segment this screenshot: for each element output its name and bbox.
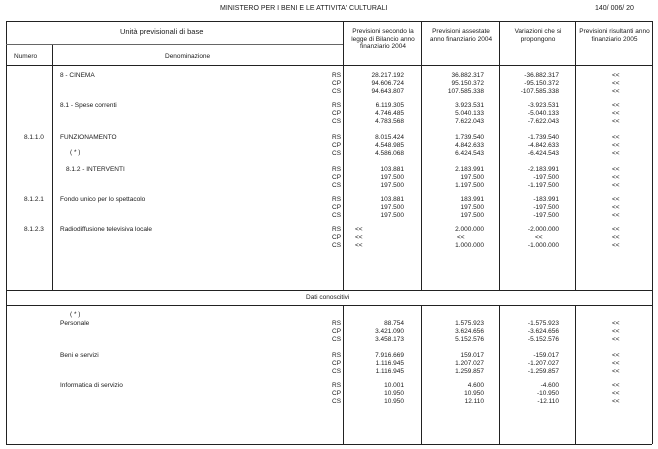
cell-value: 197.500 [460,174,484,181]
row-type: CP [332,204,342,211]
cell-value: -12.110 [537,398,559,405]
cell-value: -159.017 [533,352,559,359]
header-col-bilancio: Previsioni secondo la legge di Bilancio anno finanziario 2004 [351,28,415,50]
cell-value: 36.882.317 [451,72,484,79]
cell-value: << [612,212,620,219]
row-type: CS [332,212,342,219]
cell-value: << [457,234,465,241]
cell-value: << [612,204,620,211]
row-type: CP [332,142,342,149]
cell-value: << [355,242,363,249]
cell-value: 2.183.991 [455,166,484,173]
cell-value: 197.500 [380,204,404,211]
cell-value: 4.842.633 [455,142,484,149]
cell-value: << [535,234,543,241]
header-col-assestate: Previsioni assestate anno finanziario 2004 [429,28,493,43]
row-label: 8.1.2 - INTERVENTI [66,166,125,173]
cell-value: << [612,118,620,125]
cell-value: 10.001 [384,382,404,389]
cell-value: 4.600 [467,382,484,389]
cell-value: << [612,398,620,405]
cell-value: 12.110 [464,398,484,405]
cell-value: -1.259.857 [527,368,559,375]
cell-value: -197.500 [533,212,559,219]
row-type: RS [332,134,342,141]
cell-value: 4.746.485 [375,110,404,117]
cell-value: 1.116.945 [375,368,404,375]
dati-conoscitivi-label: Dati conoscitivi [306,294,350,301]
cell-value: -3.624.656 [527,328,559,335]
cell-value: << [612,320,620,327]
row-type: CP [332,360,342,367]
cell-value: -183.991 [533,196,559,203]
cell-value: << [612,360,620,367]
cell-value: -197.500 [533,204,559,211]
row-type: CS [332,88,342,95]
row-type: RS [332,382,342,389]
cell-value: 94.606.724 [371,80,404,87]
cell-value: 159.017 [460,352,484,359]
cell-value: << [612,88,620,95]
row-type: RS [332,166,342,173]
cell-value: -10.950 [536,390,559,397]
cell-value: 1.575.923 [455,320,484,327]
cell-value: << [612,182,620,189]
cell-value: << [612,142,620,149]
cell-value: 2.000.000 [455,226,484,233]
cell-value: -1.575.923 [527,320,559,327]
row-type: RS [332,196,342,203]
cell-value: << [612,226,620,233]
cell-value: 3.923.531 [455,102,484,109]
cell-value: -6.424.543 [527,150,559,157]
cell-value: 95.150.372 [451,80,484,87]
cell-value: << [612,336,620,343]
cell-value: -1.000.000 [527,242,559,249]
cell-value: 6.119.305 [375,102,404,109]
row-note: ( * ) [70,149,81,156]
cell-value: 197.500 [380,182,404,189]
cell-value: << [612,150,620,157]
row-label: FUNZIONAMENTO [60,134,117,141]
cell-value: 7.622.043 [455,118,484,125]
cell-value: 10.950 [384,398,404,405]
row-label: 8.1 - Spese correnti [60,102,117,109]
row-label: Informatica di servizio [60,382,123,389]
row-number: 8.1.2.1 [24,196,44,203]
cell-value: -36.882.317 [524,72,559,79]
row-type: CP [332,328,342,335]
page-reference: 140/ 006/ 20 [595,5,634,12]
cell-value: 1.116.945 [375,360,404,367]
row-type: CP [332,390,342,397]
row-type: CS [332,182,342,189]
cell-value: 197.500 [380,212,404,219]
cell-value: 4.783.568 [375,118,404,125]
cell-value: 3.421.090 [375,328,404,335]
header-denominazione: Denominazione [165,53,211,60]
cell-value: 3.624.656 [455,328,484,335]
cell-value: << [612,102,620,109]
cell-value: << [612,72,620,79]
row-type: RS [332,352,342,359]
cell-value: -2.183.991 [527,166,559,173]
header-numero: Numero [14,53,38,60]
row-type: CP [332,110,342,117]
row-label: Beni e servizi [60,352,99,359]
cell-value: << [612,234,620,241]
cell-value: << [355,234,363,241]
cell-value: 3.458.173 [375,336,404,343]
cell-value: -5.040.133 [527,110,559,117]
cell-value: 4.548.985 [375,142,404,149]
cell-value: -1.207.027 [527,360,559,367]
row-type: RS [332,102,342,109]
cell-value: -107.585.338 [520,88,559,95]
cell-value: << [612,110,620,117]
cell-value: 28.217.192 [371,72,404,79]
row-type: CS [332,150,342,157]
header-col-variazioni: Variazioni che si propongono [514,28,562,43]
cell-value: -95.150.372 [524,80,559,87]
ministry-title: MINISTERO PER I BENI E LE ATTIVITA' CULTURALI [220,5,388,12]
cell-value: << [612,166,620,173]
row-type: CP [332,174,342,181]
cell-value: 1.197.500 [455,182,484,189]
cell-value: 10.950 [464,390,484,397]
header-unita: Unità previsionali di base [120,27,204,36]
cell-value: 94.643.807 [371,88,404,95]
cell-value: -5.152.576 [527,336,559,343]
row-type: CS [332,242,342,249]
cell-value: -2.000.000 [527,226,559,233]
cell-value: << [612,196,620,203]
row-type: CS [332,118,342,125]
row-type: CP [332,80,342,87]
cell-value: 10.950 [384,390,404,397]
cell-value: 197.500 [460,212,484,219]
cell-value: << [612,134,620,141]
row-number: 8.1.2.3 [24,226,44,233]
cell-value: 6.424.543 [455,150,484,157]
row-type: CS [332,336,342,343]
cell-value: 197.500 [380,174,404,181]
cell-value: << [612,382,620,389]
row-type: CS [332,368,342,375]
asterisk-note: ( * ) [70,311,81,318]
row-label: Radiodiffusione televisiva locale [60,226,153,233]
cell-value: 8.015.424 [375,134,404,141]
cell-value: 1.739.540 [455,134,484,141]
cell-value: << [612,80,620,87]
cell-value: -7.622.043 [527,118,559,125]
cell-value: 1.207.027 [455,360,484,367]
cell-value: << [612,390,620,397]
cell-value: -4.600 [540,382,559,389]
cell-value: -1.739.540 [527,134,559,141]
cell-value: 88.754 [384,320,404,327]
row-type: RS [332,320,342,327]
cell-value: 4.586.068 [375,150,404,157]
row-type: RS [332,72,342,79]
cell-value: 5.152.576 [455,336,484,343]
cell-value: << [612,368,620,375]
cell-value: -3.923.531 [527,102,559,109]
row-type: CS [332,398,342,405]
row-number: 8.1.1.0 [24,134,44,141]
cell-value: 197.500 [460,204,484,211]
cell-value: << [612,242,620,249]
row-label: Fondo unico per lo spettacolo [60,196,146,203]
row-label: Personale [60,320,90,327]
cell-value: << [612,328,620,335]
header-col-risultanti: Previsioni risultanti anno finanziario 2005 [579,28,650,43]
row-label: 8 - CINEMA [60,72,95,79]
cell-value: << [612,352,620,359]
cell-value: 183.991 [460,196,484,203]
cell-value: << [355,226,363,233]
cell-value: -197.500 [533,174,559,181]
cell-value: 5.040.133 [455,110,484,117]
cell-value: 103.881 [380,196,404,203]
row-type: CP [332,234,342,241]
cell-value: 1.000.000 [455,242,484,249]
cell-value: 7.916.669 [375,352,404,359]
cell-value: 103.881 [380,166,404,173]
cell-value: 1.259.857 [455,368,484,375]
cell-value: -4.842.633 [527,142,559,149]
row-type: RS [332,226,342,233]
cell-value: 107.585.338 [447,88,484,95]
cell-value: << [612,174,620,181]
cell-value: -1.197.500 [527,182,559,189]
